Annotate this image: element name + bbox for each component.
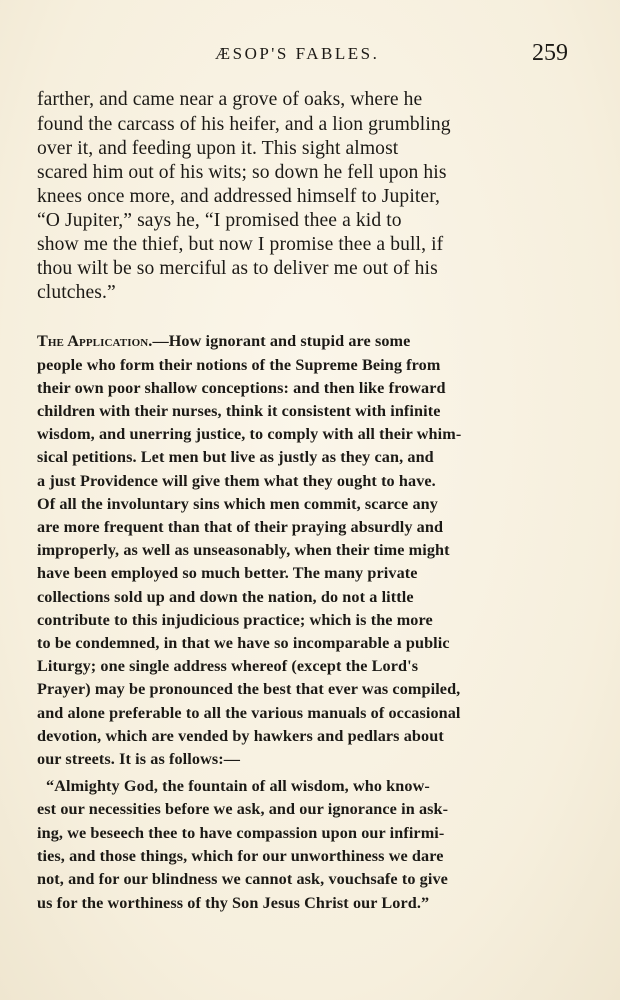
text-line: are more frequent than that of their praying absurdly and (37, 518, 444, 536)
text-line: to be condemned, in that we have so incomparable a public (37, 634, 450, 652)
text-line: collections sold up and down the nation, do not a little (37, 588, 414, 606)
text-line: farther, and came near a grove of oaks, where he (37, 89, 423, 110)
text-line: a just Providence will give them what they ought to have. (37, 472, 436, 490)
text-line: ing, we beseech thee to have compassion upon our infirmi- (37, 824, 445, 842)
text-line: wisdom, and unerring justice, to comply with all their whim- (37, 425, 462, 443)
text-line: thou wilt be so merciful as to deliver me out of his (37, 258, 438, 279)
text-line: knees once more, and addressed himself to Jupiter, (37, 186, 441, 207)
application-heading: The Application. (37, 332, 153, 350)
text-line: improperly, as well as unseasonably, when their time might (37, 541, 450, 559)
text-line: people who form their notions of the Supreme Being from (37, 356, 441, 374)
text-line: our streets. It is as follows:— (37, 750, 241, 768)
text-line: ties, and those things, which for our unworthiness we dare (37, 847, 444, 865)
text-line: have been employed so much better. The many private (37, 564, 418, 582)
text-line: contribute to this injudicious practice; which is the more (37, 611, 433, 629)
text-line: and alone preferable to all the various manuals of occasional (37, 704, 461, 722)
application-first-line (37, 332, 410, 351)
text-line: their own poor shallow conceptions: and then like froward (37, 379, 446, 397)
text-line: clutches.” (37, 282, 116, 303)
text-line: not, and for our blindness we cannot ask, vouchsafe to give (37, 870, 448, 888)
text-line: “Almighty God, the fountain of all wisdom, who know- (46, 777, 430, 795)
text-line: Of all the involuntary sins which men commit, scarce any (37, 495, 438, 513)
text-line: “O Jupiter,” says he, “I promised thee a kid to (37, 210, 402, 231)
text-line: sical petitions. Let men but live as justly as they can, and (37, 448, 434, 466)
text-line: over it, and feeding upon it. This sight almost (37, 138, 399, 159)
application-first-line-text: —How ignorant and stupid are some (152, 332, 411, 350)
text-line: est our necessities before we ask, and our ignorance in ask- (37, 800, 449, 818)
text-line: us for the worthiness of thy Son Jesus Christ our Lord.” (37, 894, 430, 912)
page-number: 259 (532, 40, 568, 66)
text-line: devotion, which are vended by hawkers and pedlars about (37, 727, 444, 745)
text-line: scared him out of his wits; so down he fell upon his (37, 162, 447, 183)
running-title: ÆSOP'S FABLES. (215, 44, 380, 63)
text-line: Liturgy; one single address whereof (except the Lord's (37, 657, 419, 675)
text-line: show me the thief, but now I promise thee a bull, if (37, 234, 444, 255)
text-line: children with their nurses, think it consistent with infinite (37, 402, 441, 420)
text-line: Prayer) may be pronounced the best that ever was compiled, (37, 680, 461, 698)
text-line: found the carcass of his heifer, and a lion grumbling (37, 114, 451, 135)
